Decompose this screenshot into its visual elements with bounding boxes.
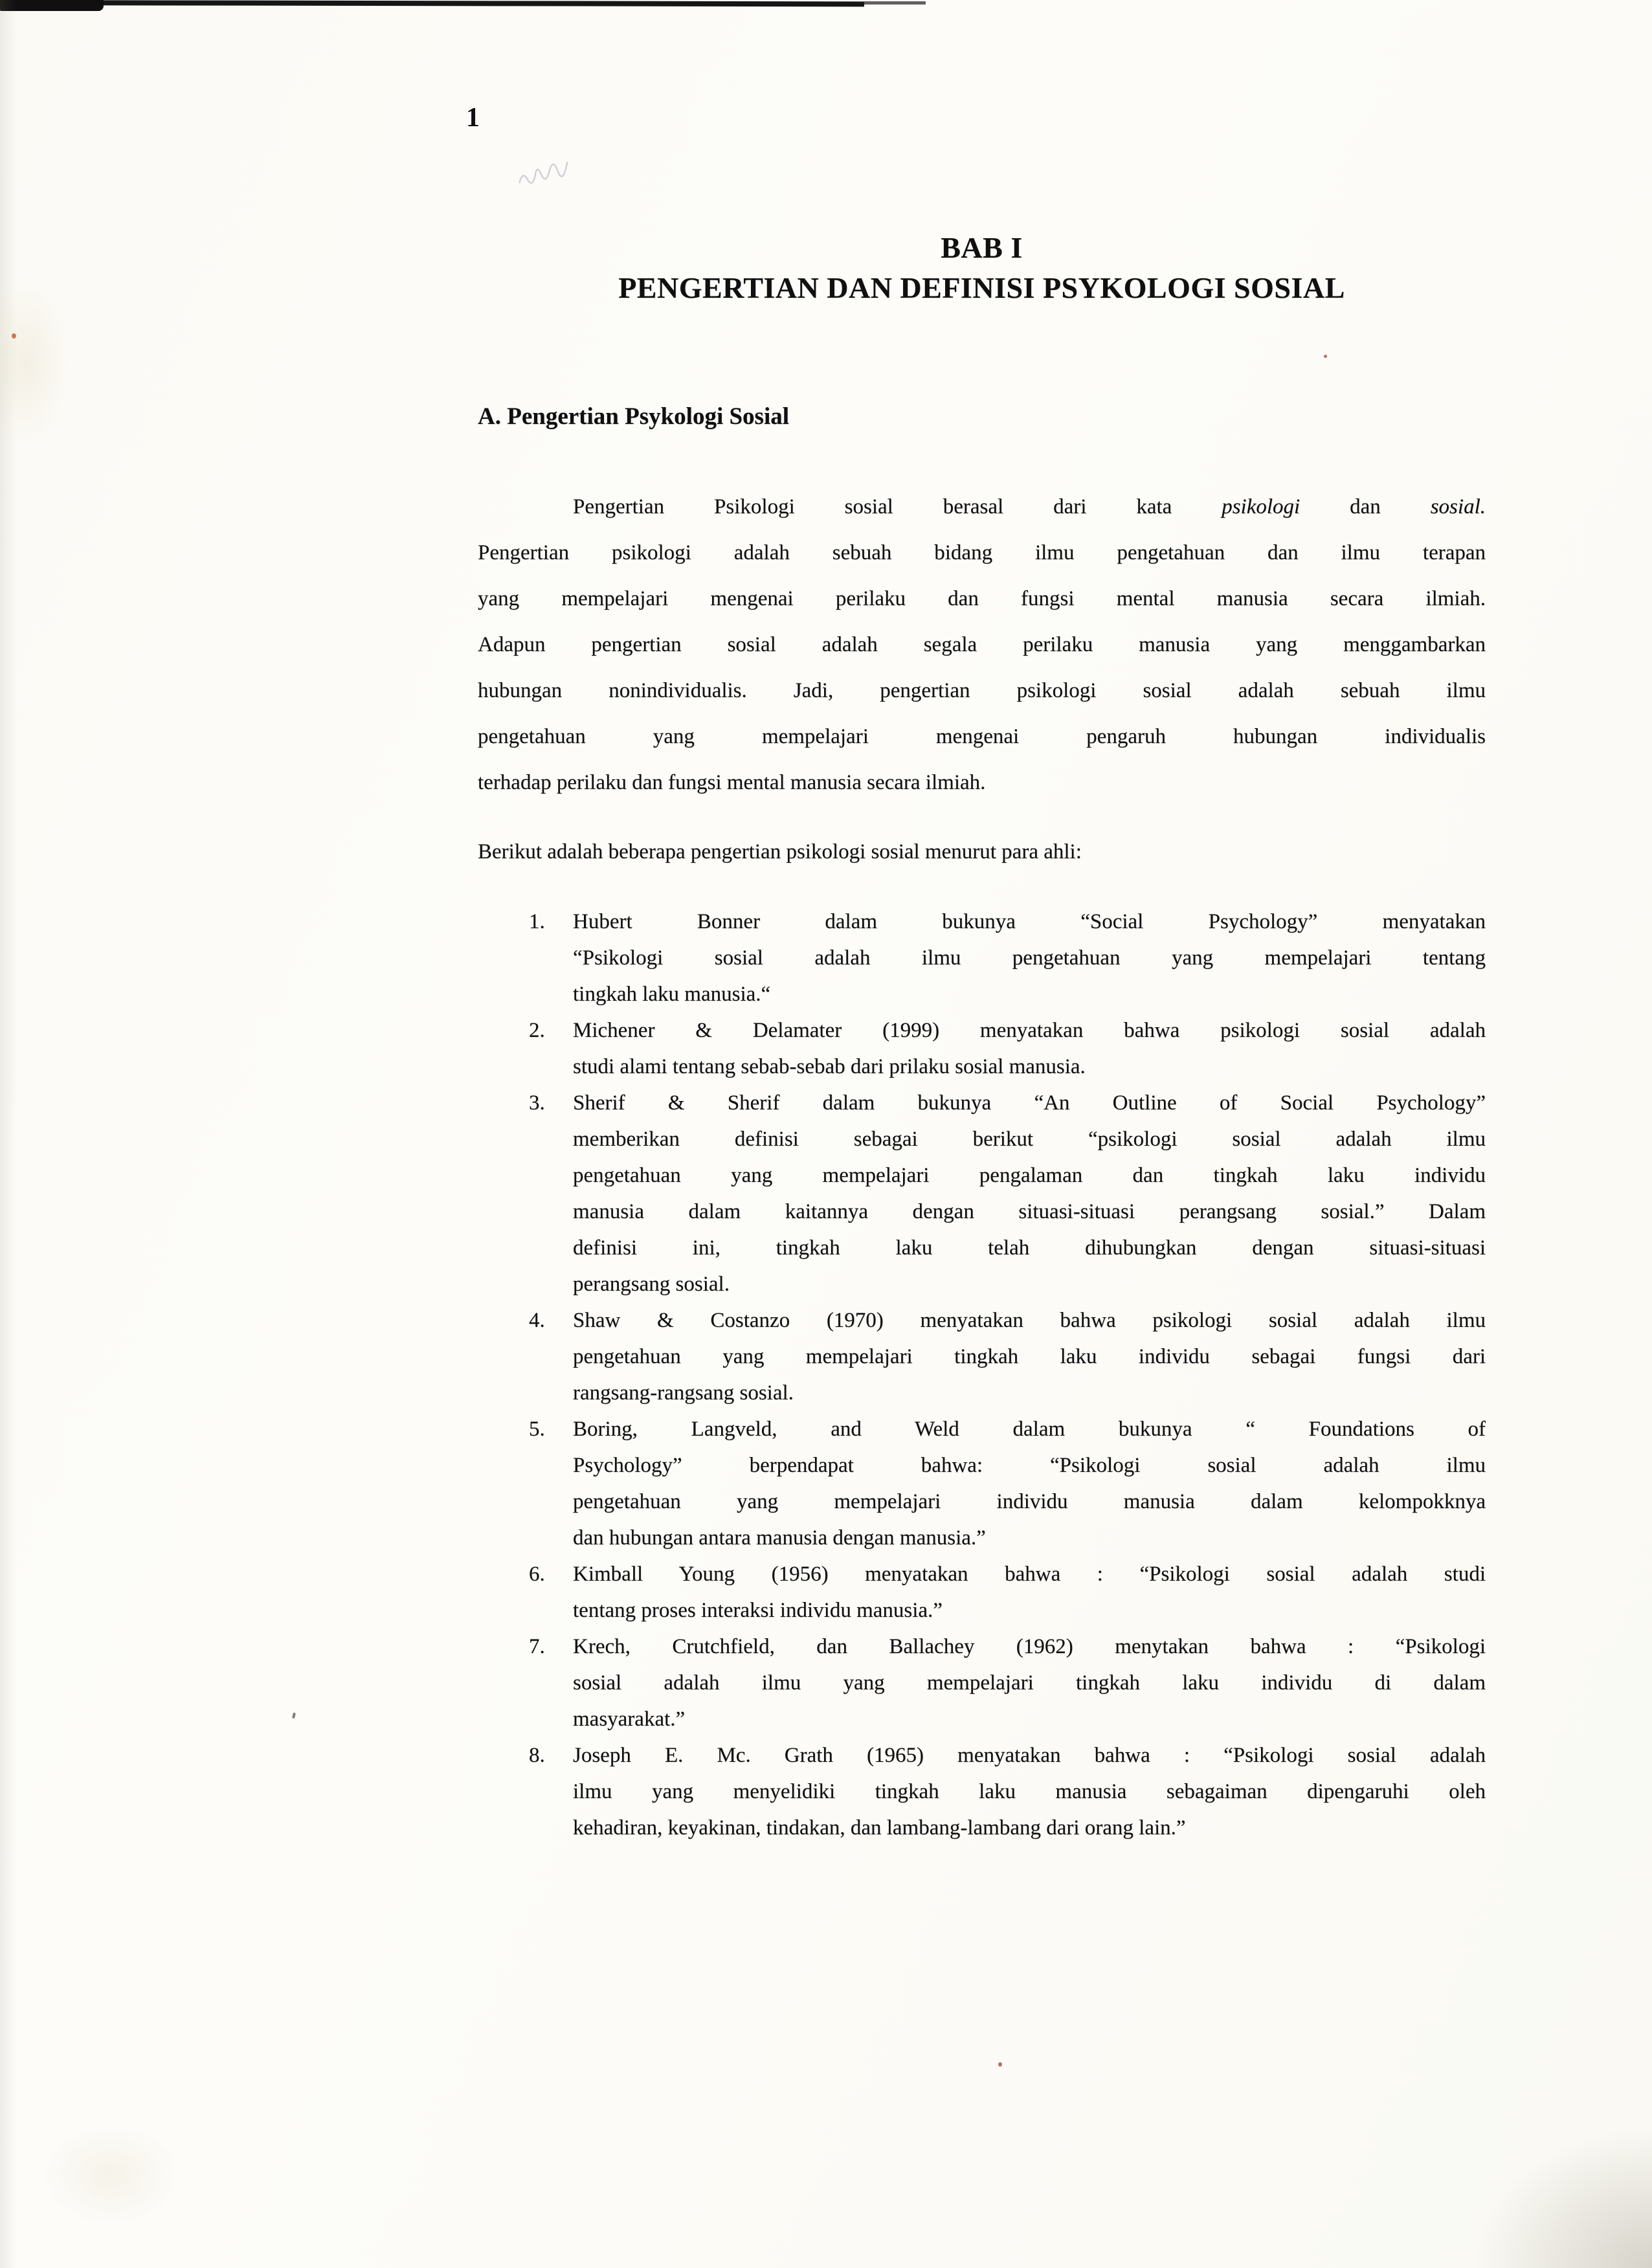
definition-text xyxy=(573,1302,1486,1411)
definition-item xyxy=(478,1737,1486,1846)
definition-item xyxy=(478,1085,1486,1302)
definition-number: 3. xyxy=(529,1091,545,1115)
definition-text xyxy=(573,1411,1486,1556)
definition-line: Hubert Bonner dalam bukunya “Social Psychology” menyatakan xyxy=(573,910,1486,933)
definition-item xyxy=(478,1556,1486,1629)
definition-line: Boring, Langveld, and Weld dalam bukunya “ Foundations of xyxy=(573,1418,1486,1441)
definition-line: Michener & Delamater (1999) menyatakan bahwa psikologi sosial adalah xyxy=(573,1019,1486,1042)
paragraph-line: pengetahuan yang mempelajari mengenai pengaruh hubungan individualis xyxy=(478,725,1486,748)
definition-text xyxy=(573,1012,1486,1085)
definition-line: memberikan definisi sebagai berikut “psikologi sosial adalah ilmu xyxy=(573,1128,1486,1151)
definition-line: Psychology” berpendapat bahwa: “Psikologi sosial adalah ilmu xyxy=(573,1454,1486,1477)
definition-text xyxy=(573,1085,1486,1302)
paragraph-line: hubungan nonindividualis. Jadi, pengertian psikologi sosial adalah sebuah ilmu xyxy=(478,679,1486,702)
definition-number: 6. xyxy=(529,1562,545,1586)
definition-number: 5. xyxy=(529,1418,545,1441)
definition-line: studi alami tentang sebab-sebab dari prilaku sosial manusia. xyxy=(573,1055,1086,1078)
definition-item xyxy=(478,1012,1486,1085)
definition-item xyxy=(478,1302,1486,1411)
definition-item xyxy=(478,1411,1486,1556)
definitions-list xyxy=(478,904,1486,1846)
definition-line: kehadiran, keyakinan, tindakan, dan lambang-lambang dari orang lain.” xyxy=(573,1816,1186,1840)
paragraph-line: yang mempelajari mengenai perilaku dan fungsi mental manusia secara ilmiah. xyxy=(478,587,1486,610)
definition-line: sosial adalah ilmu yang mempelajari tingkah laku individu di dalam xyxy=(573,1671,1486,1695)
definition-line: Sherif & Sherif dalam bukunya “An Outline of Social Psychology” xyxy=(573,1091,1486,1115)
definition-text xyxy=(573,1556,1486,1629)
definition-number: 4. xyxy=(529,1309,545,1332)
definition-number: 8. xyxy=(529,1744,545,1767)
chapter-title-line1: BAB I xyxy=(941,231,1023,264)
definition-line: “Psikologi sosial adalah ilmu pengetahuan yang mempelajari tentang xyxy=(573,946,1486,970)
definition-text xyxy=(573,1737,1486,1846)
page-number: 1 xyxy=(466,103,480,133)
definition-line: masyarakat.” xyxy=(573,1707,686,1731)
definition-line: Kimball Young (1956) menyatakan bahwa : “Psikologi sosial adalah studi xyxy=(573,1562,1486,1586)
definition-line: pengetahuan yang mempelajari individu manusia dalam kelompokknya xyxy=(573,1490,1486,1513)
paragraph-line: Pengertian psikologi adalah sebuah bidang ilmu pengetahuan dan ilmu terapan xyxy=(478,541,1486,564)
definition-item xyxy=(478,904,1486,1012)
section-heading: A. Pengertian Psykologi Sosial xyxy=(478,403,790,430)
definitions-list-intro: Berikut adalah beberapa pengertian psikologi sosial menurut para ahli: xyxy=(478,840,1082,863)
chapter-title xyxy=(478,228,1486,308)
definition-line: pengetahuan yang mempelajari pengalaman dan tingkah laku individu xyxy=(573,1164,1486,1187)
definition-line: manusia dalam kaitannya dengan situasi-situasi perangsang sosial.” Dalam xyxy=(573,1200,1486,1223)
definition-item xyxy=(478,1629,1486,1737)
definition-line: perangsang sosial. xyxy=(573,1273,730,1296)
paper-speck xyxy=(292,1713,296,1719)
paper-speck xyxy=(12,333,16,339)
definition-text xyxy=(573,904,1486,1012)
paragraph-line: terhadap perilaku dan fungsi mental manusia secara ilmiah. xyxy=(478,771,986,794)
definition-line: ilmu yang menyelidiki tingkah laku manusia sebagaiman dipengaruhi oleh xyxy=(573,1780,1486,1803)
paper-stain xyxy=(39,2123,181,2227)
definition-line: Joseph E. Mc. Grath (1965) menyatakan bahwa : “Psikologi sosial adalah xyxy=(573,1744,1486,1767)
definition-number: 7. xyxy=(529,1635,545,1658)
definition-line: Shaw & Costanzo (1970) menyatakan bahwa psikologi sosial adalah ilmu xyxy=(573,1309,1486,1332)
definition-line: tentang proses interaksi individu manusia.” xyxy=(573,1599,943,1622)
intro-paragraph xyxy=(478,484,1486,806)
page-content xyxy=(478,0,1486,2268)
definition-line: rangsang-rangsang sosial. xyxy=(573,1381,794,1405)
definition-line: Krech, Crutchfield, dan Ballachey (1962) menytakan bahwa : “Psikologi xyxy=(573,1635,1486,1658)
definition-line: definisi ini, tingkah laku telah dihubungkan dengan situasi-situasi xyxy=(573,1236,1486,1260)
paragraph-line: Pengertian Psikologi sosial berasal dari kata psikologi dan sosial. xyxy=(573,495,1486,518)
definition-line: pengetahuan yang mempelajari tingkah laku individu sebagai fungsi dari xyxy=(573,1345,1486,1368)
scan-corner-shadow xyxy=(1471,2126,1652,2268)
paragraph-line: Adapun pengertian sosial adalah segala perilaku manusia yang menggambarkan xyxy=(478,633,1486,656)
definition-line: dan hubungan antara manusia dengan manusia.” xyxy=(573,1526,986,1550)
definition-number: 2. xyxy=(529,1019,545,1042)
chapter-title-line2: PENGERTIAN DAN DEFINISI PSYKOLOGI SOSIAL xyxy=(618,271,1345,304)
paper-stain xyxy=(0,278,71,447)
definition-number: 1. xyxy=(529,910,545,933)
definition-text xyxy=(573,1629,1486,1737)
definition-line: tingkah laku manusia.“ xyxy=(573,983,771,1006)
